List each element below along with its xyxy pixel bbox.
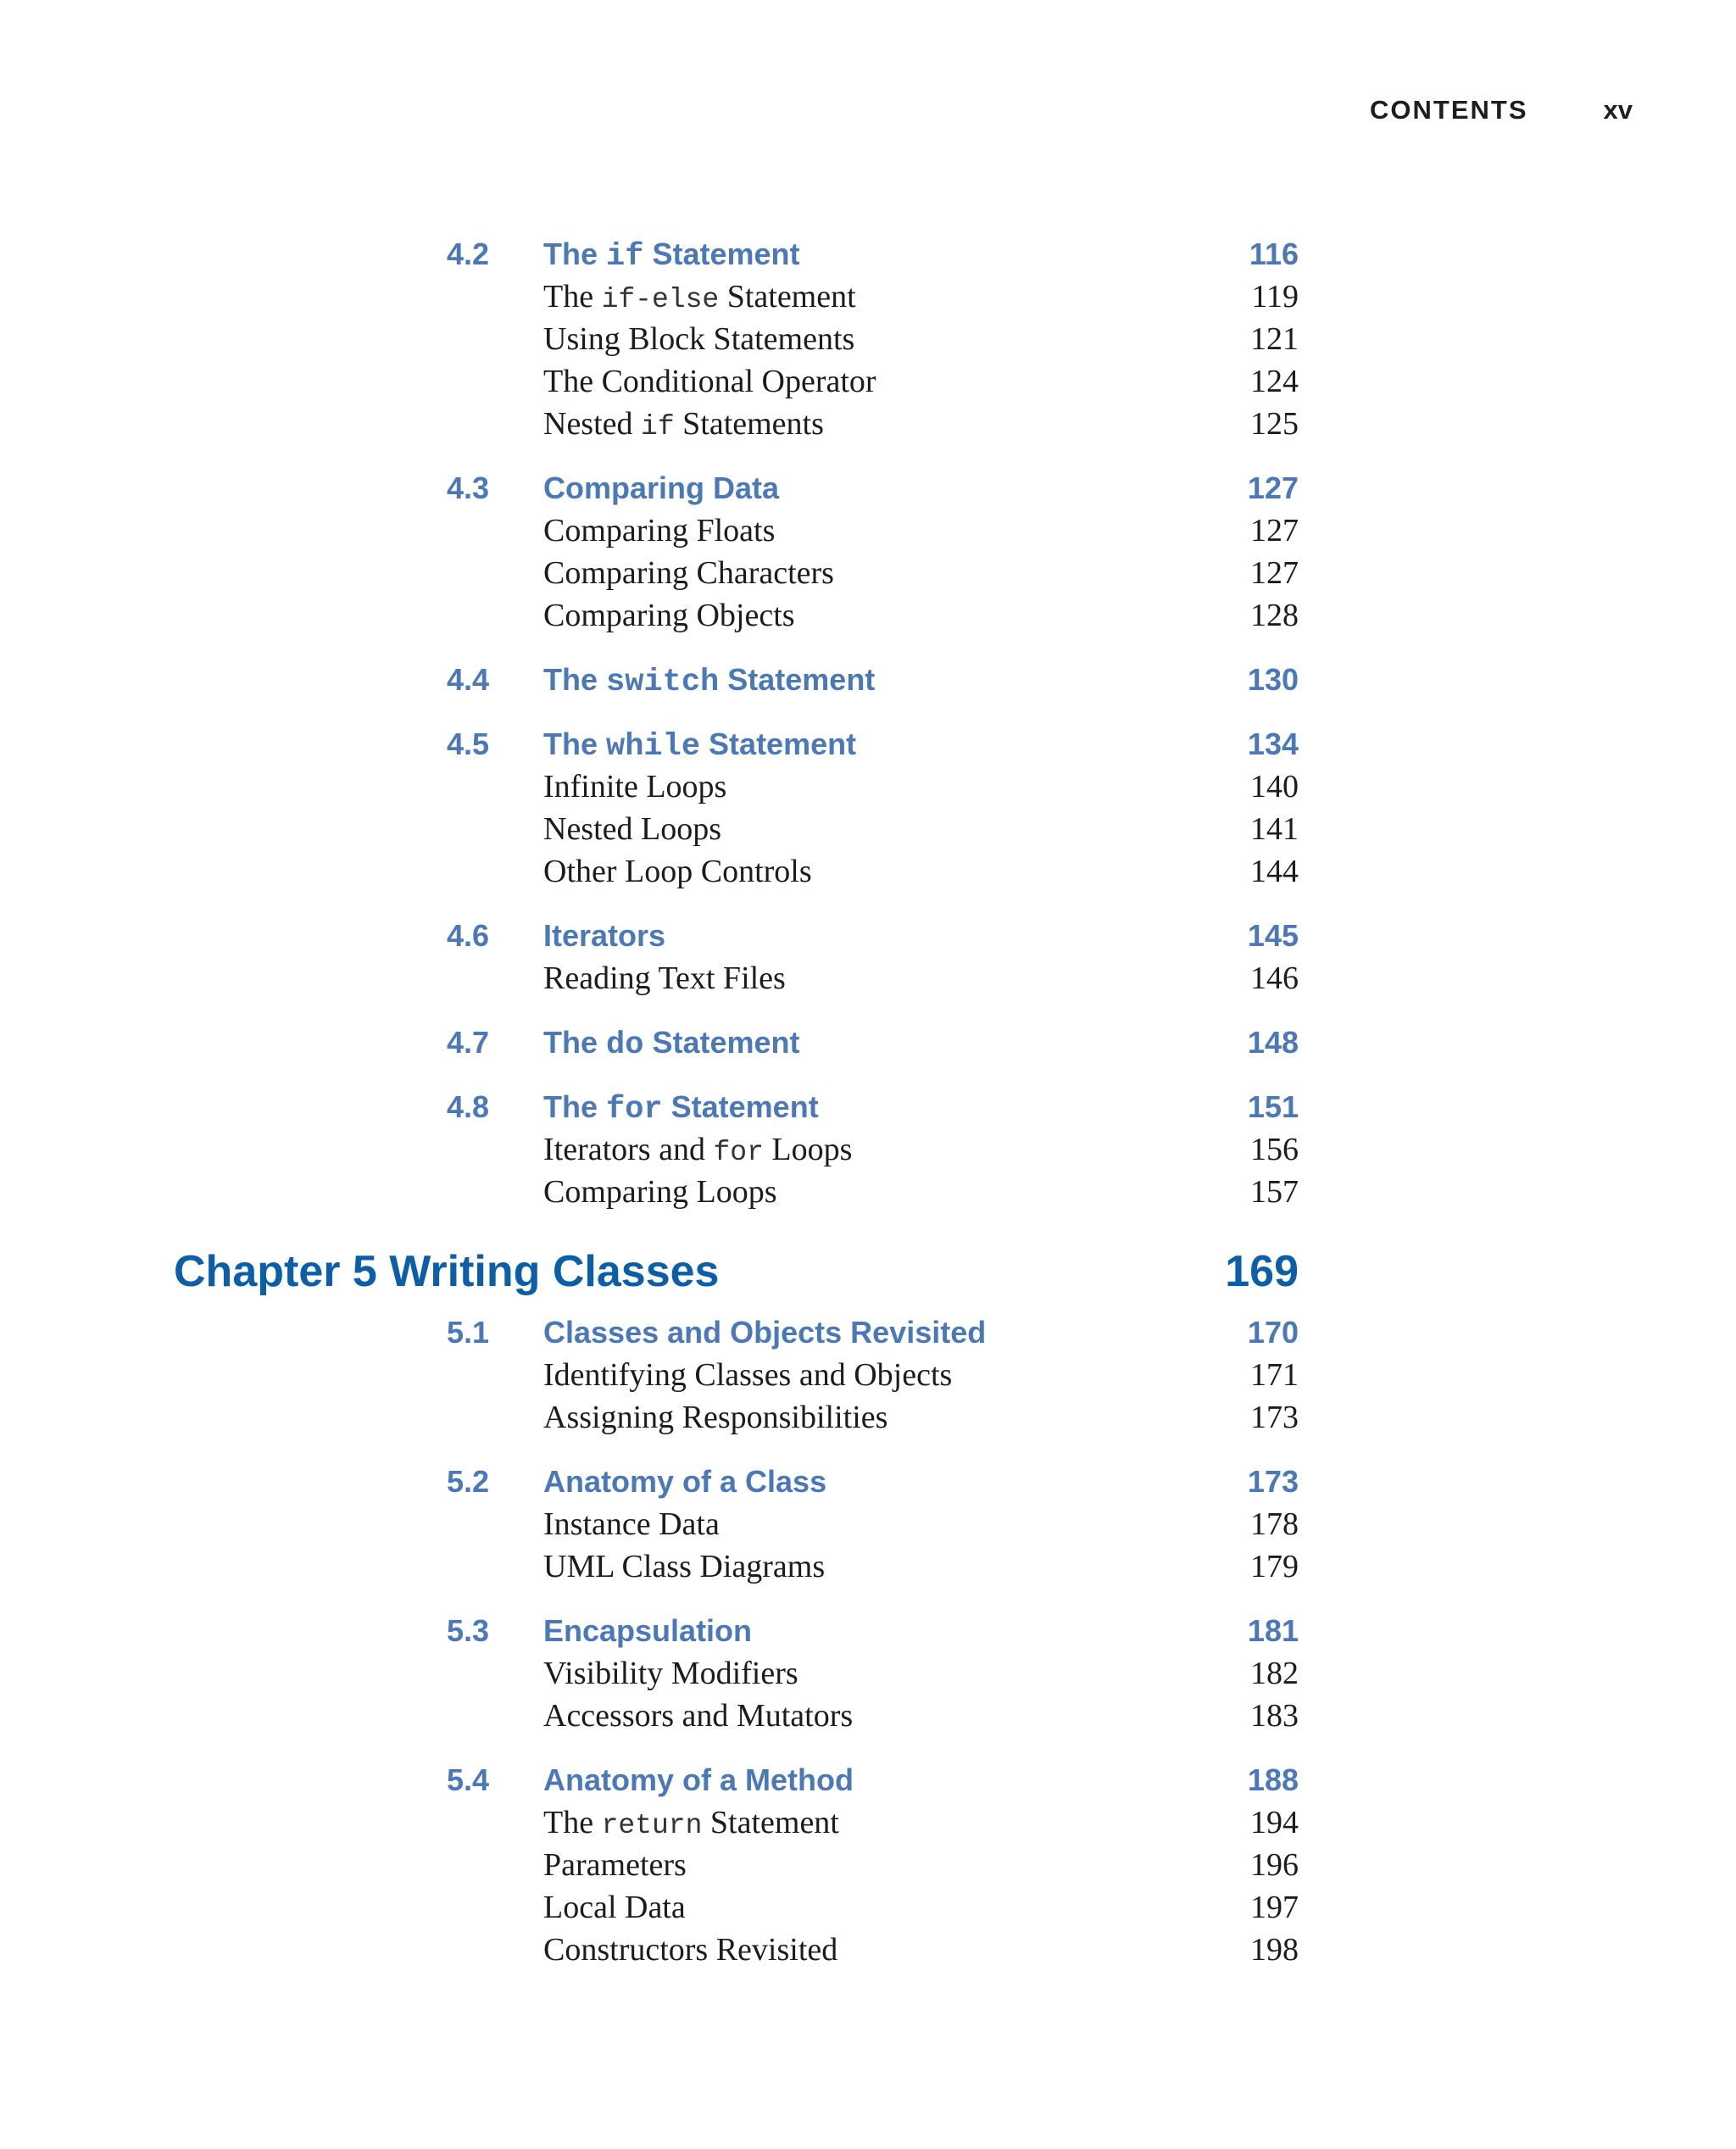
title-text: The Conditional Operator [543, 364, 876, 399]
title-text: Comparing Objects [543, 598, 795, 633]
title-text: Statement [700, 727, 857, 761]
subsection-entry[interactable] [0, 850, 1736, 893]
subsection-page: 121 [1250, 321, 1299, 357]
toc-section [0, 915, 1736, 999]
title-text: Infinite Loops [543, 769, 727, 804]
subsection-page: 128 [1250, 598, 1299, 633]
subsection-page: 140 [1250, 769, 1299, 804]
subsection-entry[interactable] [0, 1171, 1736, 1213]
section-number: 4.5 [447, 727, 490, 761]
entry-title [543, 1695, 853, 1737]
subsection-page: 146 [1250, 960, 1299, 996]
subsection-page: 182 [1250, 1656, 1299, 1691]
title-text: Loops [763, 1132, 853, 1167]
section-title [543, 1759, 854, 1801]
code-keyword: while [606, 729, 701, 765]
title-text: Comparing Floats [543, 513, 776, 548]
subsection-entry[interactable] [0, 808, 1736, 850]
title-text: Nested [543, 406, 642, 442]
toc-section [0, 1086, 1736, 1213]
title-text: Visibility Modifiers [543, 1656, 798, 1691]
entry-title [543, 1652, 798, 1695]
title-text: Reading Text Files [543, 960, 786, 996]
section-number: 4.4 [447, 662, 490, 697]
title-text: The [543, 1805, 602, 1840]
toc-section [0, 659, 1736, 701]
section-title [543, 467, 779, 509]
section-number: 5.1 [447, 1315, 490, 1350]
entry-title [543, 1503, 720, 1545]
entry-title [543, 1128, 852, 1174]
section-entry[interactable] [0, 467, 1736, 509]
section-number: 4.3 [447, 470, 490, 505]
title-text: Statement [643, 237, 800, 271]
subsection-page: 127 [1250, 555, 1299, 591]
entry-title [543, 1354, 952, 1396]
title-text: The [543, 662, 607, 697]
section-page: 145 [1247, 918, 1299, 953]
subsection-entry[interactable] [0, 403, 1736, 445]
title-text: Statements [674, 406, 824, 442]
title-text: Anatomy of a Method [543, 1762, 854, 1797]
section-number: 4.8 [447, 1089, 490, 1124]
subsection-page: 173 [1250, 1400, 1299, 1435]
subsection-page: 141 [1250, 811, 1299, 847]
subsection-page: 125 [1250, 406, 1299, 442]
entry-title [543, 1171, 776, 1213]
code-keyword: return [601, 1810, 703, 1841]
entry-title [543, 766, 726, 808]
running-head [1356, 95, 1641, 137]
subsection-entry[interactable] [0, 957, 1736, 999]
section-title [543, 1086, 819, 1131]
subsection-page: 197 [1250, 1890, 1299, 1925]
chapter-heading[interactable] [0, 1235, 1736, 1308]
section-entry[interactable] [0, 723, 1736, 766]
subsection-entry[interactable] [0, 509, 1736, 552]
title-text: Local Data [543, 1890, 686, 1925]
toc-section [0, 233, 1736, 445]
title-text: Identifying Classes and Objects [543, 1357, 953, 1393]
toc-section [0, 1461, 1736, 1588]
code-keyword: if [606, 239, 644, 275]
title-text: Comparing Loops [543, 1174, 777, 1210]
toc-section [0, 723, 1736, 893]
section-page: 173 [1247, 1464, 1299, 1499]
title-text: Comparing Characters [543, 555, 834, 591]
section-title [543, 723, 856, 768]
section-page: 134 [1247, 727, 1299, 761]
title-text: Nested Loops [543, 811, 722, 847]
entry-title [543, 850, 812, 893]
subsection-entry[interactable] [0, 360, 1736, 403]
toc-section [0, 1022, 1736, 1064]
toc-sections-chapter-5 [0, 1311, 1736, 1971]
entry-title [543, 1929, 837, 1971]
code-keyword: for [606, 1092, 663, 1127]
subsection-page: 198 [1250, 1932, 1299, 1968]
entry-title [543, 276, 856, 321]
title-text: Parameters [543, 1847, 687, 1883]
title-text: The [543, 279, 602, 315]
subsection-page: 119 [1251, 279, 1299, 315]
section-entry[interactable] [0, 233, 1736, 276]
code-keyword: if-else [601, 284, 720, 315]
section-number: 5.2 [447, 1464, 490, 1499]
section-entry[interactable] [0, 659, 1736, 701]
entry-title [543, 957, 786, 999]
title-text: Statement [662, 1089, 819, 1124]
section-entry[interactable] [0, 1086, 1736, 1128]
running-head-title: CONTENTS [1370, 95, 1528, 125]
subsection-page: 194 [1250, 1805, 1299, 1840]
entry-title [543, 1886, 686, 1929]
title-text: The [543, 237, 607, 271]
subsection-page: 178 [1250, 1506, 1299, 1542]
title-text: Instance Data [543, 1506, 720, 1542]
entry-title [543, 808, 721, 850]
subsection-entry[interactable] [0, 1886, 1736, 1929]
subsection-page: 144 [1250, 854, 1299, 889]
subsection-entry[interactable] [0, 1844, 1736, 1886]
subsection-page: 179 [1250, 1549, 1299, 1584]
entry-title [543, 552, 834, 594]
title-text: The [543, 727, 607, 761]
section-page: 170 [1247, 1315, 1299, 1350]
code-keyword: do [606, 1027, 644, 1063]
title-text: Assigning Responsibilities [543, 1400, 888, 1435]
section-entry[interactable] [0, 1461, 1736, 1503]
subsection-entry[interactable] [0, 1396, 1736, 1439]
subsection-entry[interactable] [0, 1354, 1736, 1396]
section-page: 116 [1249, 237, 1299, 271]
subsection-page: 183 [1250, 1698, 1299, 1734]
section-entry[interactable] [0, 915, 1736, 957]
subsection-entry[interactable] [0, 1128, 1736, 1171]
subsection-page: 157 [1250, 1174, 1299, 1210]
title-text: Comparing Data [543, 470, 780, 505]
subsection-entry[interactable] [0, 552, 1736, 594]
title-text: Iterators [543, 918, 666, 953]
code-keyword: switch [606, 665, 720, 700]
title-text: Statement [643, 1025, 800, 1060]
title-text: The [543, 1025, 607, 1060]
section-entry[interactable] [0, 1610, 1736, 1652]
section-title [543, 915, 665, 957]
section-entry[interactable] [0, 1759, 1736, 1801]
entry-title [543, 318, 854, 360]
toc-section [0, 1610, 1736, 1737]
section-page: 127 [1247, 470, 1299, 505]
entry-title [543, 1844, 687, 1886]
section-entry[interactable] [0, 1022, 1736, 1064]
entry-title [543, 1801, 839, 1847]
title-text: Accessors and Mutators [543, 1698, 854, 1734]
subsection-entry[interactable] [0, 766, 1736, 808]
entry-title [543, 403, 824, 448]
title-text: Using Block Statements [543, 321, 855, 357]
subsection-entry[interactable] [0, 594, 1736, 637]
subsection-page: 124 [1250, 364, 1299, 399]
entry-title [543, 594, 795, 637]
section-number: 4.2 [447, 237, 490, 271]
section-title [543, 659, 875, 704]
title-text: Statement [719, 662, 876, 697]
toc-section [0, 1759, 1736, 1971]
title-text: Encapsulation [543, 1613, 753, 1648]
entry-title [543, 1396, 887, 1439]
table-of-contents [0, 233, 1736, 1993]
title-text: Iterators and [543, 1132, 714, 1167]
subsection-entry[interactable] [0, 1801, 1736, 1844]
section-page: 151 [1247, 1089, 1299, 1124]
entry-title [543, 360, 876, 403]
page-number: xv [1603, 95, 1633, 125]
subsection-page: 171 [1250, 1357, 1299, 1393]
title-text: Anatomy of a Class [543, 1464, 827, 1499]
section-number: 5.4 [447, 1762, 490, 1797]
subsection-page: 196 [1250, 1847, 1299, 1883]
section-title [543, 1610, 752, 1652]
section-page: 181 [1247, 1613, 1299, 1648]
title-text: Statement [702, 1805, 839, 1840]
toc-sections-chapter-4 [0, 233, 1736, 1213]
code-keyword: if [641, 411, 675, 443]
entry-title [543, 509, 775, 552]
code-keyword: for [713, 1137, 764, 1168]
section-title [543, 1461, 826, 1503]
subsection-entry[interactable] [0, 318, 1736, 360]
section-title [543, 233, 799, 278]
toc-section [0, 467, 1736, 637]
section-page: 188 [1247, 1762, 1299, 1797]
subsection-entry[interactable] [0, 276, 1736, 318]
subsection-entry[interactable] [0, 1503, 1736, 1545]
subsection-entry[interactable] [0, 1695, 1736, 1737]
section-number: 4.7 [447, 1025, 490, 1060]
chapter-page: 169 [1225, 1247, 1299, 1296]
subsection-page: 156 [1250, 1132, 1299, 1167]
section-number: 5.3 [447, 1613, 490, 1648]
title-text: The [543, 1089, 607, 1124]
title-text: Statement [719, 279, 856, 315]
section-entry[interactable] [0, 1311, 1736, 1354]
subsection-entry[interactable] [0, 1929, 1736, 1971]
subsection-entry[interactable] [0, 1652, 1736, 1695]
section-number: 4.6 [447, 918, 490, 953]
subsection-entry[interactable] [0, 1545, 1736, 1588]
title-text: Constructors Revisited [543, 1932, 838, 1968]
section-page: 148 [1247, 1025, 1299, 1060]
section-page: 130 [1247, 662, 1299, 697]
title-text: Other Loop Controls [543, 854, 812, 889]
subsection-page: 127 [1250, 513, 1299, 548]
title-text: UML Class Diagrams [543, 1549, 826, 1584]
entry-title [543, 1545, 825, 1588]
toc-section [0, 1311, 1736, 1439]
section-title [543, 1311, 986, 1354]
title-text: Classes and Objects Revisited [543, 1315, 987, 1350]
chapter-title: Chapter 5 Writing Classes [174, 1247, 720, 1296]
section-title [543, 1022, 799, 1066]
